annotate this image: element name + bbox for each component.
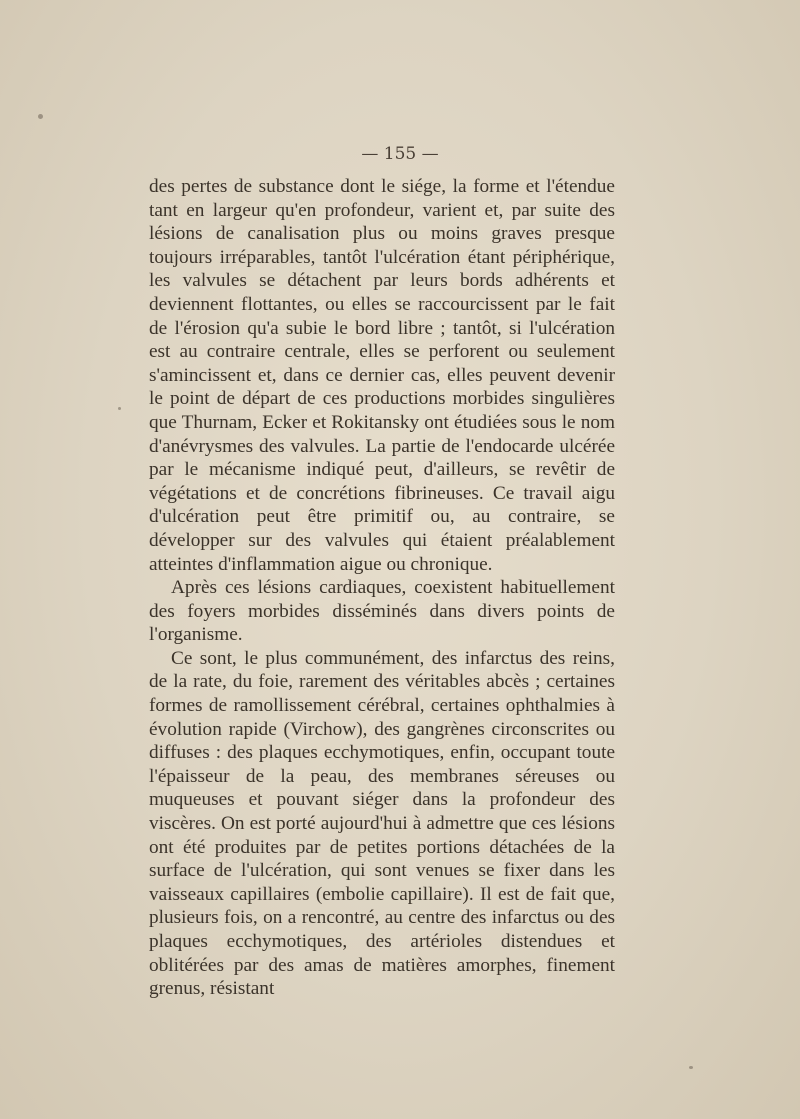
ink-speck — [118, 407, 121, 410]
page-body — [149, 175, 615, 1001]
paragraph-infarctus: Ce sont, le plus communément, des infarctus des reins, de la rate, du foie, rarement des véritables abcès ; certaines formes de ramollissement cérébral, certaines ophthalmies à évolution rapide (Virchow), des gangrènes circonscrites ou diffuses : des plaques ecchymotiques, enfin, occupant toute l'épaisseur de la peau, des membranes séreuses ou muqueuses et pouvant siéger dans la profondeur des viscères. On est porté aujourd'hui à admettre que ces lésions ont été produites par de petites portions détachées de la surface de l'ulcération, qui sont venues se fixer dans les vaisseaux capillaires (embolie capillaire). Il est de fait que, plusieurs fois, on a rencontré, au centre des infarctus ou des plaques ecchymotiques, des artérioles distendues et oblitérées par des amas de matières amorphes, finement grenus, résistant — [149, 647, 615, 1000]
ink-speck — [38, 114, 43, 119]
paragraph-foyers: Après ces lésions cardiaques, coexistent habituellement des foyers morbides disséminés dans divers points de l'organisme. — [149, 577, 615, 646]
page-number: — 155 — — [361, 144, 439, 164]
paragraph-continuation: des pertes de substance dont le siége, la forme et l'étendue tant en largeur qu'en profondeur, varient et, par suite des lésions de canalisation plus ou moins graves presque toujours irréparables, tantôt l'ulcération étant périphérique, les valvules se détachent par leurs bords adhérents et deviennent flottantes, ou elles se raccourcissent par le fait de l'érosion qu'a subie le bord libre ; tantôt, si l'ulcération est au contraire centrale, elles se perforent ou seulement s'amincissent et, dans ce dernier cas, elles peuvent devenir le point de départ de ces productions morbides singulières que Thurnam, Ecker et Rokitansky ont étudiées sous le nom d'anévrysmes des valvules. La partie de l'endocarde ulcérée par le mécanisme indiqué peut, d'ailleurs, se revêtir de végétations et de concrétions fibrineuses. Ce travail aigu d'ulcération peut être primitif ou, au contraire, se développer sur des valvules qui étaient préalablement atteintes d'inflammation aigue ou chronique. — [149, 176, 615, 575]
ink-speck — [689, 1066, 693, 1069]
